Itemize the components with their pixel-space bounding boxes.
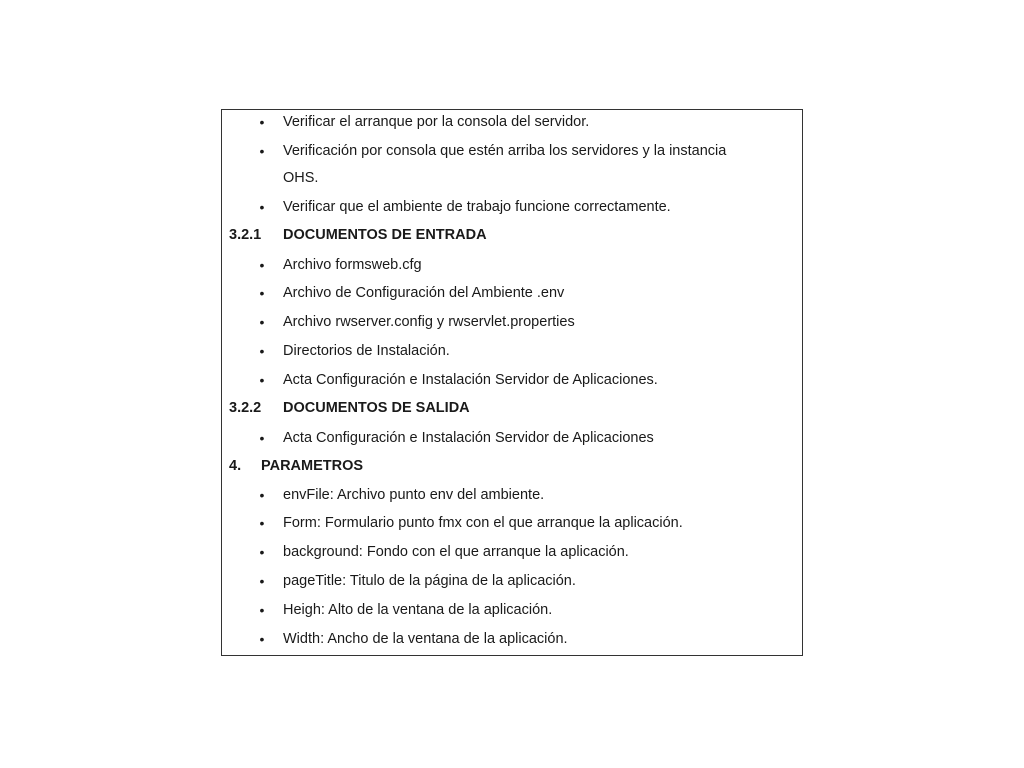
bullet-text: Archivo rwserver.config y rwservlet.properties [283, 314, 575, 330]
bullet-text: background: Fondo con el que arranque la aplicación. [283, 544, 629, 560]
section-number: 4. [229, 458, 242, 474]
bullet-icon: • [259, 430, 265, 446]
bullet-text: Archivo formsweb.cfg [283, 257, 422, 273]
bullet-icon: • [259, 487, 265, 503]
bullet-text: Width: Ancho de la ventana de la aplicación. [283, 631, 568, 647]
bullet-icon: • [259, 285, 265, 301]
section-title: DOCUMENTOS DE ENTRADA [283, 227, 487, 243]
document-box [221, 109, 803, 656]
section-number: 3.2.1 [229, 227, 262, 243]
bullet-text: OHS. [283, 170, 319, 186]
bullet-icon: • [259, 343, 265, 359]
bullet-icon: • [259, 143, 265, 159]
bullet-icon: • [259, 114, 265, 130]
bullet-text: Acta Configuración e Instalación Servidor de Aplicaciones [283, 430, 654, 446]
bullet-text: Directorios de Instalación. [283, 343, 450, 359]
bullet-text: envFile: Archivo punto env del ambiente. [283, 487, 545, 503]
bullet-icon: • [259, 199, 265, 215]
bullet-icon: • [259, 314, 265, 330]
bullet-icon: • [259, 544, 265, 560]
section-title: PARAMETROS [261, 458, 364, 474]
bullet-text: Acta Configuración e Instalación Servidor de Aplicaciones. [283, 372, 658, 388]
section-title: DOCUMENTOS DE SALIDA [283, 400, 470, 416]
bullet-text: Verificar que el ambiente de trabajo funcione correctamente. [283, 199, 671, 215]
bullet-icon: • [259, 372, 265, 388]
bullet-text: pageTitle: Titulo de la página de la aplicación. [283, 573, 576, 589]
bullet-text: Verificar el arranque por la consola del servidor. [283, 114, 590, 130]
bullet-icon: • [259, 573, 265, 589]
section-number: 3.2.2 [229, 400, 262, 416]
bullet-icon: • [259, 515, 265, 531]
bullet-text: Archivo de Configuración del Ambiente .env [283, 285, 565, 301]
bullet-text: Verificación por consola que estén arriba los servidores y la instancia [283, 143, 727, 159]
bullet-text: Heigh: Alto de la ventana de la aplicación. [283, 602, 553, 618]
bullet-text: Form: Formulario punto fmx con el que arranque la aplicación. [283, 515, 683, 531]
bullet-icon: • [259, 631, 265, 647]
bullet-icon: • [259, 602, 265, 618]
bullet-icon: • [259, 257, 265, 273]
